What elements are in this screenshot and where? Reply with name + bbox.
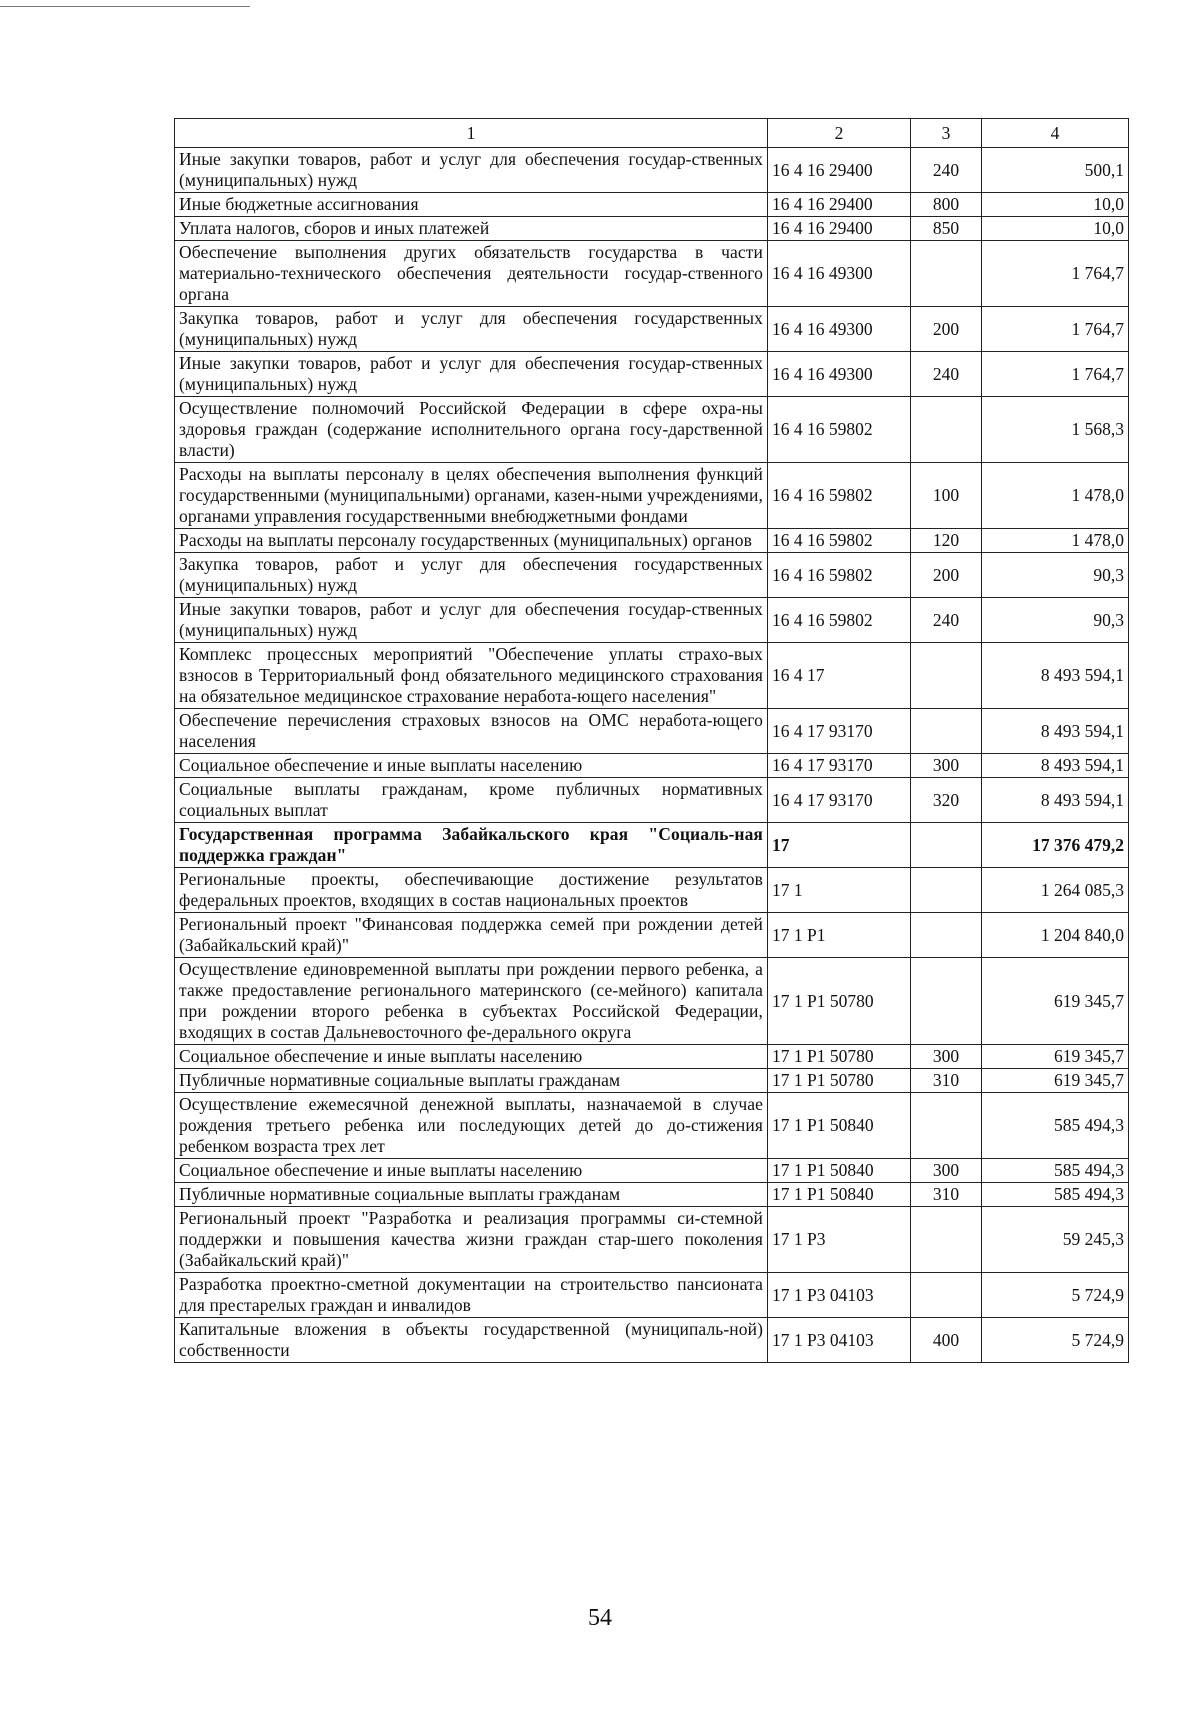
table-row — [175, 709, 1129, 754]
row-code-cell: 17 1 Р3 04103 — [768, 1273, 911, 1318]
row-amount-cell: 8 493 594,1 — [982, 778, 1129, 823]
row-code-cell: 16 4 16 29400 — [768, 193, 911, 217]
row-amount-cell: 619 345,7 — [982, 1069, 1129, 1093]
row-code-cell: 16 4 16 59802 — [768, 553, 911, 598]
table-row — [175, 193, 1129, 217]
row-code-cell: 17 1 Р1 50780 — [768, 1069, 911, 1093]
row-name-cell: Расходы на выплаты персоналу государственных (муниципальных) органов — [175, 529, 768, 553]
row-code-cell: 16 4 16 29400 — [768, 148, 911, 193]
row-amount-cell: 5 724,9 — [982, 1273, 1129, 1318]
table-row — [175, 1069, 1129, 1093]
row-name-cell: Капитальные вложения в объекты государственной (муниципаль-ной) собственности — [175, 1318, 768, 1363]
row-name-cell: Уплата налогов, сборов и иных платежей — [175, 217, 768, 241]
row-amount-cell: 1 478,0 — [982, 529, 1129, 553]
row-amount-cell: 585 494,3 — [982, 1159, 1129, 1183]
row-code-cell: 16 4 16 49300 — [768, 352, 911, 397]
table-row — [175, 352, 1129, 397]
table-row — [175, 1318, 1129, 1363]
table-row — [175, 553, 1129, 598]
row-name-cell: Иные закупки товаров, работ и услуг для обеспечения государ-ственных (муниципальных) нужд — [175, 148, 768, 193]
row-code-cell: 16 4 16 59802 — [768, 397, 911, 463]
row-type-cell — [911, 1273, 982, 1318]
row-amount-cell: 1 264 085,3 — [982, 868, 1129, 913]
row-amount-cell: 1 764,7 — [982, 241, 1129, 307]
header-col-2: 2 — [768, 119, 911, 148]
row-amount-cell: 1 204 840,0 — [982, 913, 1129, 958]
row-name-cell: Обеспечение выполнения других обязательств государства в части материально-технического обеспечения деятельности государ-ственного органа — [175, 241, 768, 307]
table-row — [175, 868, 1129, 913]
row-amount-cell: 10,0 — [982, 193, 1129, 217]
table-row — [175, 598, 1129, 643]
row-amount-cell: 8 493 594,1 — [982, 643, 1129, 709]
row-name-cell: Социальное обеспечение и иные выплаты населению — [175, 1159, 768, 1183]
row-amount-cell: 500,1 — [982, 148, 1129, 193]
table-row — [175, 1093, 1129, 1159]
budget-table — [174, 118, 1129, 1363]
row-type-cell — [911, 913, 982, 958]
table-row — [175, 958, 1129, 1045]
row-amount-cell: 8 493 594,1 — [982, 754, 1129, 778]
row-type-cell — [911, 397, 982, 463]
row-type-cell: 240 — [911, 598, 982, 643]
row-code-cell: 16 4 17 — [768, 643, 911, 709]
row-type-cell — [911, 643, 982, 709]
table-row — [175, 241, 1129, 307]
table-row — [175, 217, 1129, 241]
table-row — [175, 148, 1129, 193]
row-amount-cell: 585 494,3 — [982, 1093, 1129, 1159]
row-name-cell: Региональный проект "Разработка и реализация программы си-стемной поддержки и повышения качества жизни граждан стар-шего поколения (Забайкальский край)" — [175, 1207, 768, 1273]
row-type-cell — [911, 709, 982, 754]
header-col-3: 3 — [911, 119, 982, 148]
table-header-row — [175, 119, 1129, 148]
row-amount-cell: 90,3 — [982, 553, 1129, 598]
row-type-cell — [911, 1093, 982, 1159]
row-code-cell: 17 1 Р3 — [768, 1207, 911, 1273]
row-type-cell: 300 — [911, 1045, 982, 1069]
row-code-cell: 16 4 17 93170 — [768, 709, 911, 754]
row-name-cell: Осуществление единовременной выплаты при рождении первого ребенка, а также предоставление регионального материнского (се-мейного) капитала при рождении второго ребенка в субъектах Российской Федерации, входящих в состав Дальневосточного фе-дерального округа — [175, 958, 768, 1045]
table-row — [175, 307, 1129, 352]
row-type-cell: 300 — [911, 754, 982, 778]
table-row — [175, 397, 1129, 463]
row-type-cell: 320 — [911, 778, 982, 823]
row-type-cell — [911, 1207, 982, 1273]
row-amount-cell: 17 376 479,2 — [982, 823, 1129, 868]
row-code-cell: 17 1 Р1 50780 — [768, 958, 911, 1045]
row-name-cell: Публичные нормативные социальные выплаты гражданам — [175, 1183, 768, 1207]
row-type-cell: 120 — [911, 529, 982, 553]
row-amount-cell: 10,0 — [982, 217, 1129, 241]
row-name-cell: Закупка товаров, работ и услуг для обеспечения государственных (муниципальных) нужд — [175, 553, 768, 598]
row-amount-cell: 1 764,7 — [982, 352, 1129, 397]
scan-top-rule — [0, 6, 250, 7]
row-code-cell: 17 1 Р1 — [768, 913, 911, 958]
row-type-cell: 310 — [911, 1183, 982, 1207]
row-code-cell: 17 1 Р1 50840 — [768, 1183, 911, 1207]
row-name-cell: Разработка проектно-сметной документации на строительство пансионата для престарелых граждан и инвалидов — [175, 1273, 768, 1318]
row-amount-cell: 1 478,0 — [982, 463, 1129, 529]
row-code-cell: 17 — [768, 823, 911, 868]
row-code-cell: 16 4 16 29400 — [768, 217, 911, 241]
row-name-cell: Иные бюджетные ассигнования — [175, 193, 768, 217]
row-type-cell: 240 — [911, 148, 982, 193]
row-name-cell: Иные закупки товаров, работ и услуг для обеспечения государ-ственных (муниципальных) нужд — [175, 352, 768, 397]
row-type-cell: 300 — [911, 1159, 982, 1183]
row-amount-cell: 1 568,3 — [982, 397, 1129, 463]
row-type-cell — [911, 868, 982, 913]
row-name-cell: Региональные проекты, обеспечивающие достижение результатов федеральных проектов, входящих в состав национальных проектов — [175, 868, 768, 913]
row-code-cell: 17 1 Р1 50840 — [768, 1093, 911, 1159]
table-row — [175, 754, 1129, 778]
header-col-4: 4 — [982, 119, 1129, 148]
row-code-cell: 16 4 16 49300 — [768, 241, 911, 307]
table-row — [175, 1159, 1129, 1183]
row-code-cell: 17 1 Р1 50840 — [768, 1159, 911, 1183]
row-name-cell: Социальное обеспечение и иные выплаты населению — [175, 754, 768, 778]
row-code-cell: 17 1 Р3 04103 — [768, 1318, 911, 1363]
budget-table-body — [175, 119, 1129, 1363]
row-name-cell: Государственная программа Забайкальского края "Социаль-ная поддержка граждан" — [175, 823, 768, 868]
table-row — [175, 463, 1129, 529]
row-code-cell: 17 1 Р1 50780 — [768, 1045, 911, 1069]
row-amount-cell: 1 764,7 — [982, 307, 1129, 352]
header-col-1: 1 — [175, 119, 768, 148]
table-row — [175, 529, 1129, 553]
row-name-cell: Комплекс процессных мероприятий "Обеспечение уплаты страхо-вых взносов в Территориальный фонд обязательного медицинского страхования на обязательное медицинское страхование неработа-ющего населения" — [175, 643, 768, 709]
row-code-cell: 16 4 16 59802 — [768, 463, 911, 529]
row-name-cell: Публичные нормативные социальные выплаты гражданам — [175, 1069, 768, 1093]
row-type-cell — [911, 241, 982, 307]
row-name-cell: Закупка товаров, работ и услуг для обеспечения государственных (муниципальных) нужд — [175, 307, 768, 352]
row-name-cell: Социальное обеспечение и иные выплаты населению — [175, 1045, 768, 1069]
row-code-cell: 16 4 16 59802 — [768, 529, 911, 553]
table-row — [175, 1273, 1129, 1318]
table-row — [175, 1183, 1129, 1207]
row-type-cell: 310 — [911, 1069, 982, 1093]
table-row — [175, 913, 1129, 958]
row-type-cell: 200 — [911, 553, 982, 598]
page-number: 54 — [588, 1605, 612, 1631]
row-type-cell: 240 — [911, 352, 982, 397]
row-name-cell: Обеспечение перечисления страховых взносов на ОМС неработа-ющего населения — [175, 709, 768, 754]
row-amount-cell: 90,3 — [982, 598, 1129, 643]
table-row — [175, 643, 1129, 709]
row-type-cell: 850 — [911, 217, 982, 241]
row-name-cell: Социальные выплаты гражданам, кроме публичных нормативных социальных выплат — [175, 778, 768, 823]
row-code-cell: 16 4 16 49300 — [768, 307, 911, 352]
row-name-cell: Осуществление полномочий Российской Федерации в сфере охра-ны здоровья граждан (содержание исполнительного органа госу-дарственной власти) — [175, 397, 768, 463]
row-amount-cell: 59 245,3 — [982, 1207, 1129, 1273]
row-type-cell — [911, 958, 982, 1045]
row-name-cell: Иные закупки товаров, работ и услуг для обеспечения государ-ственных (муниципальных) нужд — [175, 598, 768, 643]
row-type-cell: 400 — [911, 1318, 982, 1363]
row-type-cell: 200 — [911, 307, 982, 352]
row-code-cell: 16 4 17 93170 — [768, 754, 911, 778]
row-amount-cell: 5 724,9 — [982, 1318, 1129, 1363]
table-row — [175, 1207, 1129, 1273]
row-name-cell: Региональный проект "Финансовая поддержка семей при рождении детей (Забайкальский край)" — [175, 913, 768, 958]
table-row — [175, 1045, 1129, 1069]
row-amount-cell: 619 345,7 — [982, 958, 1129, 1045]
row-amount-cell: 8 493 594,1 — [982, 709, 1129, 754]
row-code-cell: 16 4 17 93170 — [768, 778, 911, 823]
table-row — [175, 823, 1129, 868]
row-code-cell: 16 4 16 59802 — [768, 598, 911, 643]
row-amount-cell: 585 494,3 — [982, 1183, 1129, 1207]
row-name-cell: Осуществление ежемесячной денежной выплаты, назначаемой в случае рождения третьего ребенка или последующих детей до до-стижения ребенком возраста трех лет — [175, 1093, 768, 1159]
table-row — [175, 778, 1129, 823]
row-code-cell: 17 1 — [768, 868, 911, 913]
row-type-cell: 100 — [911, 463, 982, 529]
row-amount-cell: 619 345,7 — [982, 1045, 1129, 1069]
row-type-cell: 800 — [911, 193, 982, 217]
row-name-cell: Расходы на выплаты персоналу в целях обеспечения выполнения функций государственными (муниципальными) органами, казен-ными учреждениями, органами управления государственными внебюджетными фондами — [175, 463, 768, 529]
row-type-cell — [911, 823, 982, 868]
